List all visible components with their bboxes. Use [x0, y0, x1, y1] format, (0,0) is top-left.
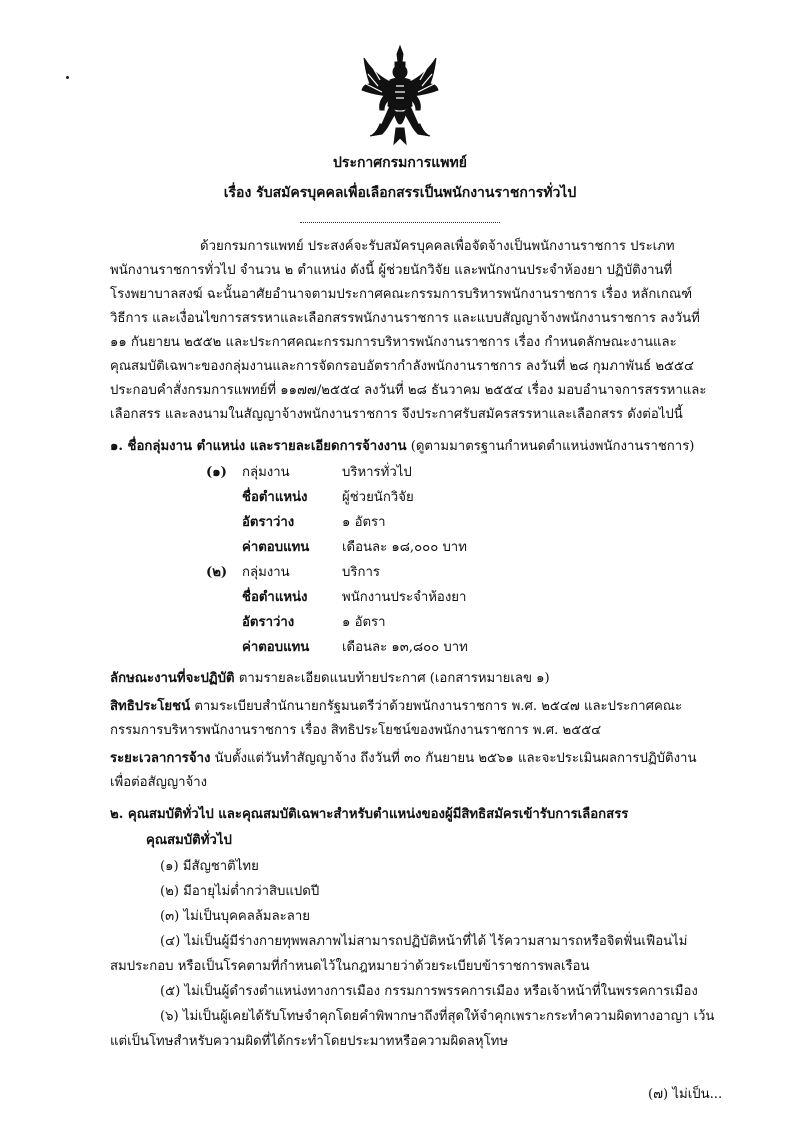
position-1-name-value: ผู้ช่วยนักวิจัย — [342, 490, 414, 505]
position-2-pay-label: ค่าตอบแทน — [242, 640, 310, 655]
intro-line: เลือกสรร และลงนามในสัญญาจ้างพนักงานราชการ จึงประกาศรับสมัครสรรหาและเลือกสรร ดังต่อไปนี้ — [110, 407, 683, 422]
position-1-group-value: บริหารทั่วไป — [342, 465, 412, 480]
qualification-item: (๖) ไม่เป็นผู้เคยได้รับโทษจำคุกโดยคำพิพากษาถึงที่สุดให้จำคุกเพราะกระทำความผิดทางอาญา เว้น — [160, 1009, 715, 1024]
intro-line: วิธีการ และเงื่อนไขการสรรหาและเลือกสรรพนักงานราชการ และแบบสัญญาจ้างพนักงานราชการ ลงวันที่ — [110, 311, 700, 326]
benefits-text: ตามระเบียบสำนักนายกรัฐมนตรีว่าด้วยพนักงานราชการ พ.ศ. ๒๕๔๗ และประกาศคณะ — [194, 699, 683, 714]
benefits-row — [110, 700, 682, 713]
position-1-vacancy-value: ๑ อัตรา — [342, 515, 386, 530]
benefits-text-cont: กรรมการบริหารพนักงานราชการ เรื่อง สิทธิประโยชน์ของพนักงานราชการ พ.ศ. ๒๕๕๔ — [110, 723, 602, 738]
position-2-vacancy-label: อัตราว่าง — [242, 615, 295, 630]
position-2-number: (๒) — [206, 565, 228, 580]
announcement-subject: เรื่อง รับสมัครบุคคลเพื่อเลือกสรรเป็นพนักงานราชการทั่วไป — [223, 185, 577, 201]
announcement-title: ประกาศกรมการแพทย์ — [333, 155, 467, 171]
qualification-item-cont: สมประกอบ หรือเป็นโรคตามที่กำหนดไว้ในกฎหมายว่าด้วยระเบียบข้าราชการพลเรือน — [110, 959, 590, 974]
qualification-item: (๑) มีสัญชาติไทย — [160, 859, 259, 874]
job-nature-text: ตามรายละเอียดแนบท้ายประกาศ (เอกสารหมายเลข ๑) — [238, 671, 550, 686]
period-label: ระยะเวลาการจ้าง — [110, 751, 211, 766]
page-continuation: (๗) ไม่เป็น... — [648, 1087, 723, 1102]
position-1-pay-label: ค่าตอบแทน — [242, 540, 310, 555]
position-1-vacancy-label: อัตราว่าง — [242, 515, 295, 530]
position-2-name-label: ชื่อตำแหน่ง — [242, 590, 308, 605]
intro-line: ๑๑ กันยายน ๒๕๕๒ และประกาศคณะกรรมการบริหารพนักงานราชการ เรื่อง กำหนดลักษณะงานและ — [110, 335, 677, 350]
intro-line: คุณสมบัติเฉพาะของกลุ่มงานและการจัดกรอบอัตรากำลังพนักงานราชการ ลงวันที่ ๒๘ กุมภาพันธ์ ๒๕๕๔ — [110, 359, 694, 374]
position-2-group-value: บริการ — [342, 565, 380, 580]
position-2-pay-value: เดือนละ ๑๓,๘๐๐ บาท — [342, 640, 468, 655]
position-1-number: (๑) — [206, 465, 227, 480]
period-row — [110, 752, 696, 765]
qualification-item-cont: แต่เป็นโทษสำหรับความผิดที่ได้กระทำโดยประมาทหรือความผิดลหุโทษ — [110, 1034, 509, 1049]
scan-speck — [66, 76, 69, 79]
qualification-item: (๔) ไม่เป็นผู้มีร่างกายทุพพลภาพไม่สามารถปฏิบัติหน้าที่ได้ ไร้ความสามารถหรือจิตฟั่นเฟือนไม่ — [160, 934, 688, 949]
intro-line: โรงพยาบาลสงฆ์ ฉะนั้นอาศัยอำนาจตามประกาศคณะกรรมการบริหารพนักงานราชการ เรื่อง หลักเกณฑ์ — [110, 287, 693, 302]
section1-heading-note: (ดูตามมาตรฐานกำหนดตำแหน่งพนักงานราชการ) — [410, 439, 695, 454]
job-nature-label: ลักษณะงานที่จะปฏิบัติ — [110, 671, 235, 686]
period-text: นับตั้งแต่วันทำสัญญาจ้าง ถึงวันที่ ๓๐ กันยายน ๒๕๖๑ และจะประเมินผลการปฏิบัติงาน — [214, 751, 697, 766]
qualification-item: (๕) ไม่เป็นผู้ดำรงตำแหน่งทางการเมือง กรรมการพรรคการเมือง หรือเจ้าหน้าที่ในพรรคการเมือง — [160, 984, 698, 999]
section2-heading: ๒. คุณสมบัติทั่วไป และคุณสมบัติเฉพาะสำหรับตำแหน่งของผู้มีสิทธิสมัครเข้ารับการเลือกสรร — [110, 807, 629, 822]
qualification-item: (๒) มีอายุไม่ต่ำกว่าสิบแปดปี — [160, 884, 320, 899]
intro-line: ประกอบคำสั่งกรมการแพทย์ที่ ๑๑๗๗/๒๕๕๔ ลงวันที่ ๒๘ ธันวาคม ๒๕๕๔ เรื่อง มอบอำนาจการสรรหาและ — [110, 383, 707, 398]
period-text-cont: เพื่อต่อสัญญาจ้าง — [110, 775, 208, 790]
garuda-emblem-icon — [360, 44, 440, 148]
title-divider — [300, 222, 500, 223]
position-1-pay-value: เดือนละ ๑๘,๐๐๐ บาท — [342, 540, 467, 555]
intro-line: พนักงานราชการทั่วไป จำนวน ๒ ตำแหน่ง ดังนี้ ผู้ช่วยนักวิจัย และพนักงานประจำห้องยา ปฏิบัติงานที่ — [110, 263, 673, 278]
benefits-label: สิทธิประโยชน์ — [110, 699, 191, 714]
job-nature-row — [110, 672, 550, 685]
position-1-group-label: กลุ่มงาน — [242, 465, 290, 480]
intro-line: ด้วยกรมการแพทย์ ประสงค์จะรับสมัครบุคคลเพื่อจัดจ้างเป็นพนักงานราชการ ประเภท — [200, 239, 675, 254]
position-2-name-value: พนักงานประจำห้องยา — [342, 590, 467, 605]
section2-subheading: คุณสมบัติทั่วไป — [146, 833, 232, 848]
position-1-name-label: ชื่อตำแหน่ง — [242, 490, 308, 505]
position-2-vacancy-value: ๑ อัตรา — [342, 615, 386, 630]
qualification-item: (๓) ไม่เป็นบุคคลล้มละลาย — [160, 909, 310, 924]
section1-heading-row — [110, 440, 694, 453]
position-2-group-label: กลุ่มงาน — [242, 565, 290, 580]
section1-heading: ๑. ชื่อกลุ่มงาน ตำแหน่ง และรายละเอียดการจ้างงาน — [110, 439, 407, 454]
